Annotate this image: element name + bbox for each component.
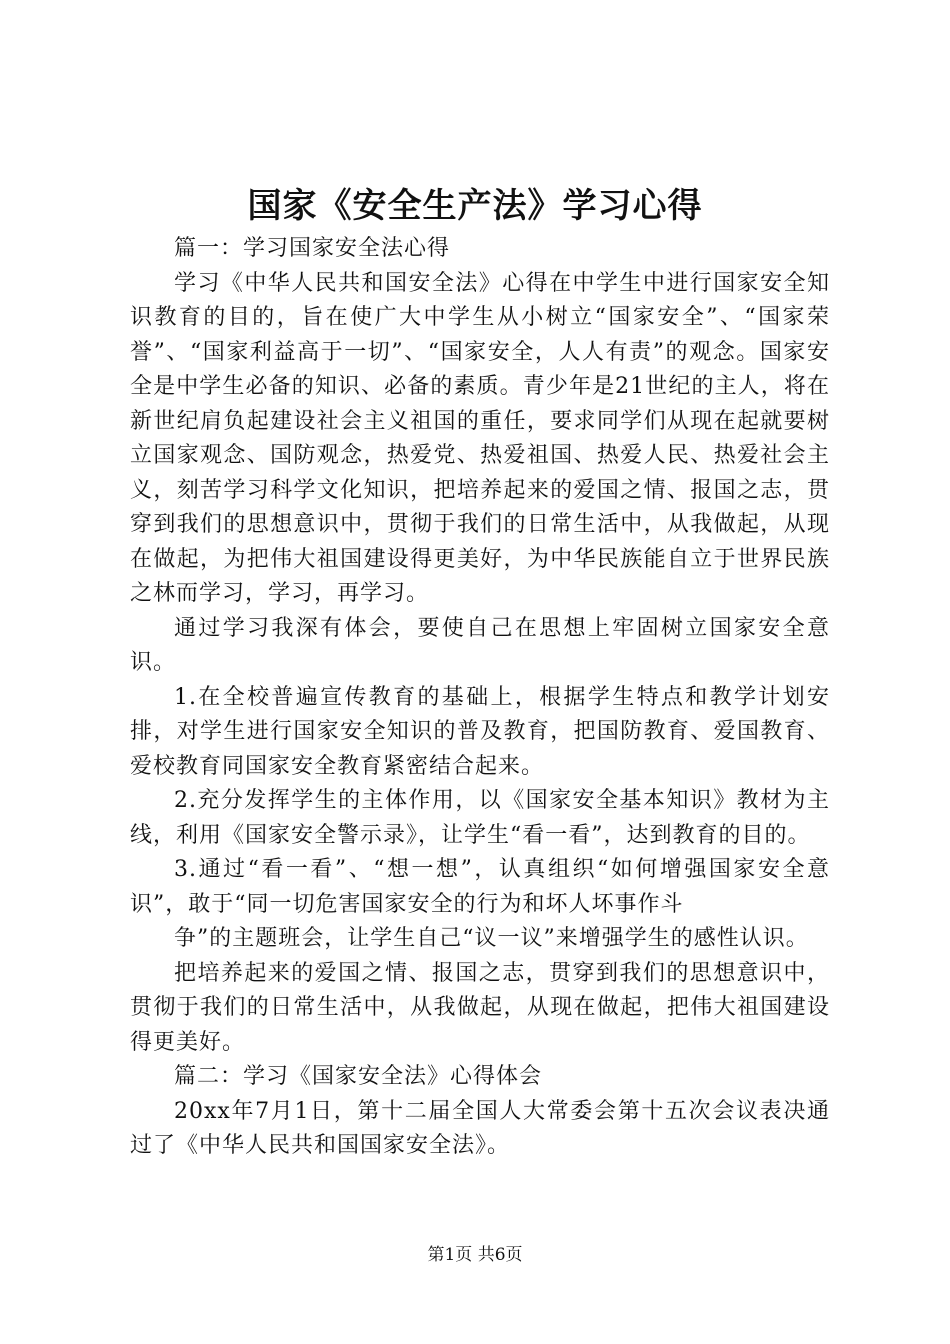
document-body [130, 232, 830, 1164]
section-heading-1: 篇一：学习国家安全法心得 [174, 236, 451, 261]
document-title: 国家《安全生产法》学习心得 [247, 186, 703, 226]
list-item-3: 3.通过“看一看”、“想一想”，认真组织“如何增强国家安全意识”，敢于“同一切危害国家安全的行为和坏人坏事作斗 [130, 857, 830, 917]
section-heading-2: 篇二：学习《国家安全法》心得体会 [174, 1064, 543, 1089]
body-paragraph: 争”的主题班会，让学生自己“议一议”来增强学生的感性认识。 [174, 926, 809, 951]
body-paragraph: 通过学习我深有体会，要使自己在思想上牢固树立国家安全意识。 [130, 615, 830, 675]
body-paragraph: 20xx年7月1日，第十二届全国人大常委会第十五次会议表决通过了《中华人民共和国国家安全法》。 [130, 1098, 830, 1158]
page-number: 第1页 共6页 [427, 1245, 523, 1265]
list-item-2: 2.充分发挥学生的主体作用，以《国家安全基本知识》教材为主线，利用《国家安全警示录》，让学生“看一看”，达到教育的目的。 [130, 788, 830, 848]
body-paragraph: 学习《中华人民共和国安全法》心得在中学生中进行国家安全知识教育的目的，旨在使广大中学生从小树立“国家安全”、“国家荣誉”、“国家利益高于一切”、“国家安全，人人有责”的观念。国家安全是中学生必备的知识、必备的素质。青少年是21世纪的主人，将在新世纪肩负起建设社会主义祖国的重任，要求同学们从现在起就要树立国家观念、国防观念，热爱党、热爱祖国、热爱人民、热爱社会主义，刻苦学习科学文化知识，把培养起来的爱国之情、报国之志，贯穿到我们的思想意识中，贯彻于我们的日常生活中，从我做起，从现在做起，为把伟大祖国建设得更美好，为中华民族能自立于世界民族之林而学习，学习，再学习。 [130, 270, 830, 606]
body-paragraph: 把培养起来的爱国之情、报国之志，贯穿到我们的思想意识中，贯彻于我们的日常生活中，从我做起，从现在做起，把伟大祖国建设得更美好。 [130, 960, 830, 1055]
list-item-1: 1.在全校普遍宣传教育的基础上，根据学生特点和教学计划安排，对学生进行国家安全知识的普及教育，把国防教育、爱国教育、爱校教育同国家安全教育紧密结合起来。 [130, 684, 830, 779]
